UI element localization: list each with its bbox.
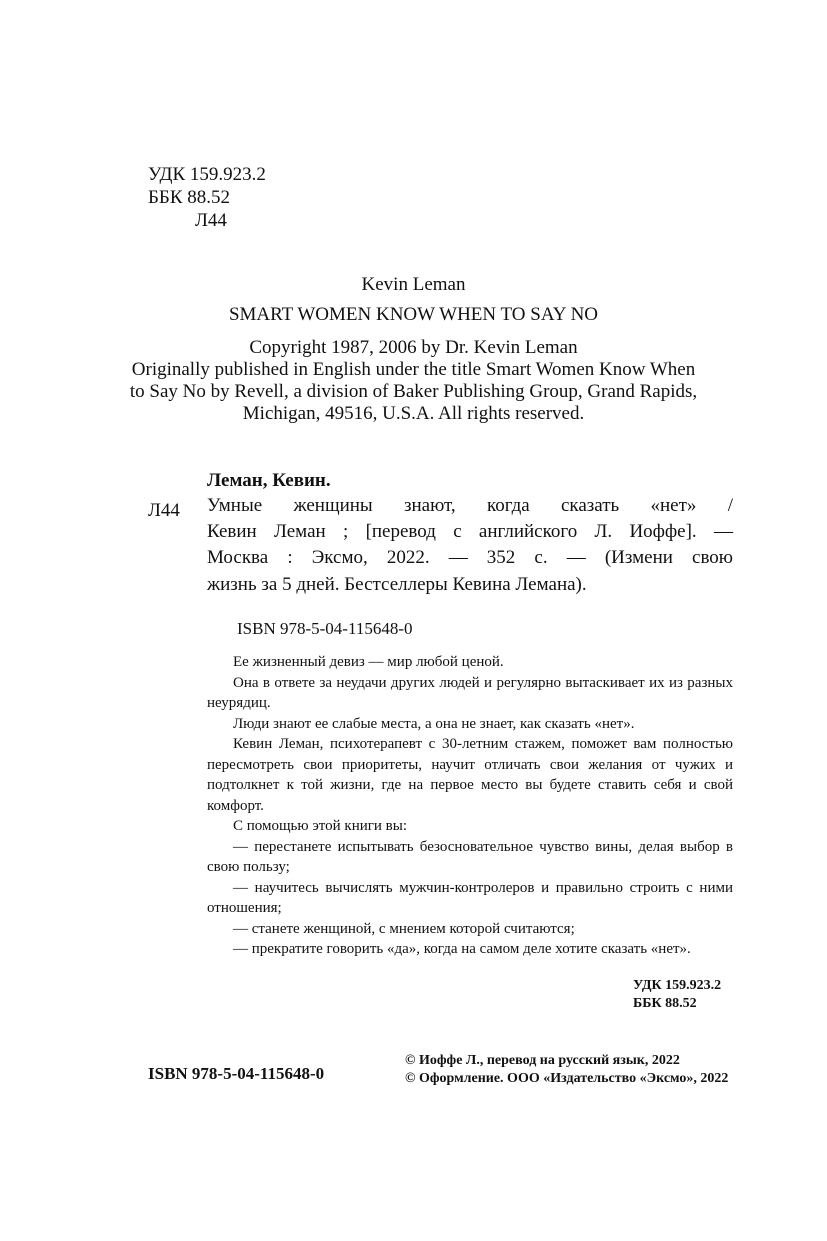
publication-line: to Say No by Revell, a division of Baker Publishing Group, Grand Rapids, [129,381,698,402]
author-mark: Л44 [195,210,227,231]
original-title: SMART WOMEN KNOW WHEN TO SAY NO [228,304,599,325]
copyright-design: © Оформление. ООО «Издательство «Эксмо», 2022 [405,1071,729,1086]
annotation-paragraph: — перестанете испытывать безосновательное чувство вины, делая выбор в свою пользу; [207,838,733,875]
annotation-paragraph: — станете женщиной, с мнением которой считаются; [233,920,575,937]
annotation-paragraph: Она в ответе за неудачи других людей и регулярно вытаскивает их из разных неурядиц. [207,674,733,711]
annotation-paragraph: — научитесь вычислять мужчин-контролеров и правильно строить с ними отношения; [207,879,733,916]
annotation [207,652,733,960]
original-author: Kevin Leman [361,274,466,295]
annotation-paragraph: Ее жизненный девиз — мир любой ценой. [233,654,504,670]
publication-line: Michigan, 49516, U.S.A. All rights reserved. [242,403,585,424]
copyright-translation: © Иоффе Л., перевод на русский язык, 2022 [405,1053,680,1068]
record-description-line: Умные женщины знают, когда сказать «нет» / [207,495,733,516]
annotation-bbk: ББК 88.52 [633,996,697,1011]
record-author-mark: Л44 [148,500,180,521]
record-description-line: жизнь за 5 дней. Бестселлеры Кевина Лемана). [207,574,587,595]
original-copyright: Copyright 1987, 2006 by Dr. Kevin Leman [249,337,578,358]
annotation-paragraph: С помощью этой книги вы: [233,818,408,834]
annotation-paragraph: Люди знают ее слабые места, а она не знает, как сказать «нет». [233,715,635,732]
record-description-line: Кевин Леман ; [перевод с английского Л. Иоффе]. — [207,521,733,542]
record-isbn: ISBN 978-5-04-115648-0 [237,619,413,638]
record-description-line: Москва : Эксмо, 2022. — 352 с. — (Измени свою [207,547,733,568]
publication-line: Originally published in English under the title Smart Women Know When [131,359,696,380]
annotation-paragraph: Кевин Леман, психотерапевт с 30-летним стажем, поможет вам полностью пересмотреть свои приоритеты, научит отличать свои желания от чужих и подтолкнет к той жизни, где на первое место вы будете ставить себя и свой комфорт. [207,736,733,814]
bbk-code: ББК 88.52 [148,187,230,208]
footer-isbn: ISBN 978-5-04-115648-0 [148,1064,325,1083]
record-heading: Леман, Кевин. [207,470,331,491]
annotation-paragraph: — прекратите говорить «да», когда на самом деле хотите сказать «нет». [233,941,691,957]
annotation-udk: УДК 159.923.2 [633,978,722,993]
udk-code: УДК 159.923.2 [148,164,266,185]
